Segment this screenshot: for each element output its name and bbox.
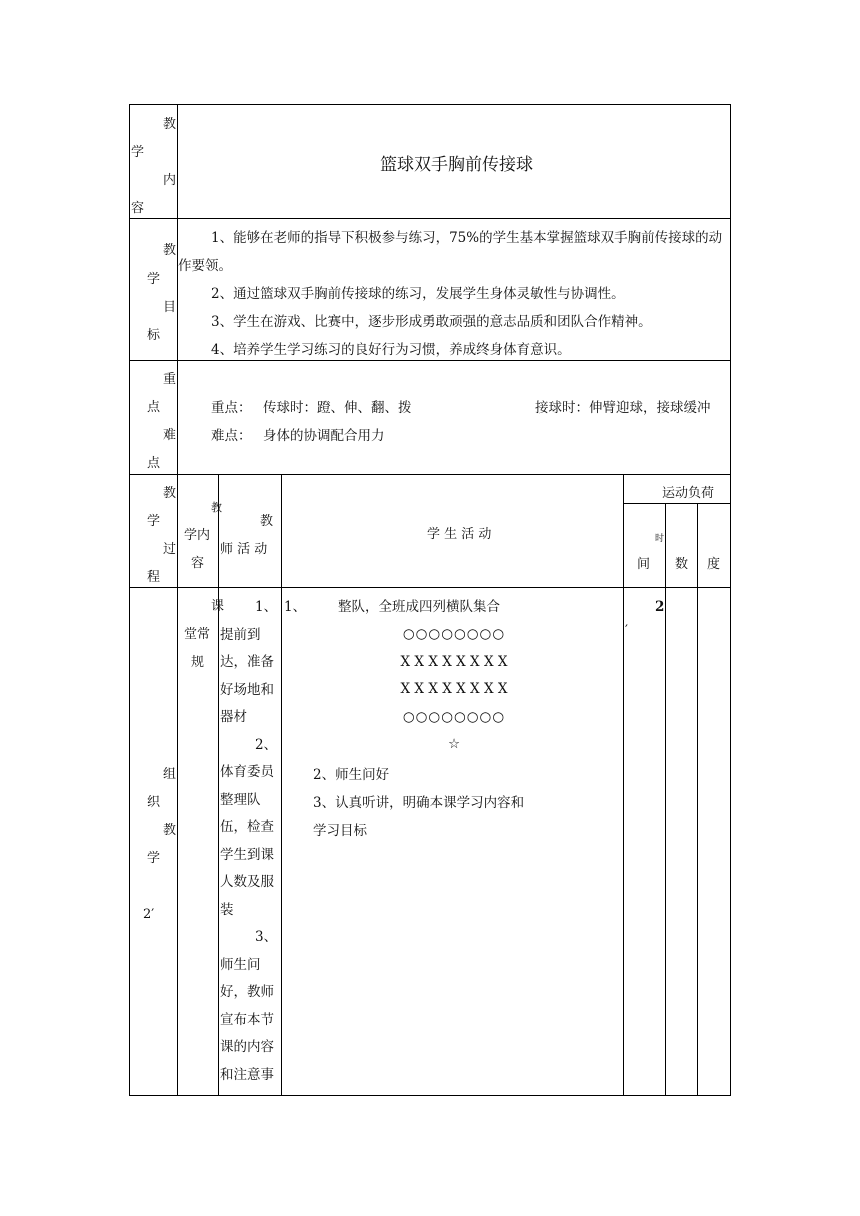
label-objectives-1: 教 [163,243,177,258]
time-unit: ′ [625,623,628,638]
label-objectives-4: 标 [147,328,161,343]
formation-row-x: X X X X X X X X [400,653,508,670]
teacher-activity-line: 好，教师 [220,984,274,1000]
key-point-label: 重点： [211,400,252,416]
header-teach-content-1: 教 [211,501,222,514]
label-organize-3: 教 [163,823,177,838]
student-step1-text: 整队，全班成四列横队集合 [338,599,500,615]
table-border [730,104,731,1096]
student-step3: 3、认真听讲，明确本课学习内容和 [313,795,525,811]
teacher-activity-line: 2、 [255,736,278,753]
teacher-activity-line: 装 [220,901,234,918]
label-process-2: 学 [147,514,161,529]
row-content-3: 规 [191,655,205,670]
teacher-star-icon: ☆ [447,736,461,753]
table-border [129,104,130,1096]
teacher-activity-line: 师生问 [220,956,261,973]
header-teach-content-3: 容 [191,556,205,571]
difficulty-text: 身体的协调配合用力 [263,428,385,444]
teacher-activity-line: 和注意事 [220,1066,274,1083]
label-content-3: 内 [163,173,177,188]
header-count: 数 [675,557,689,572]
header-intensity: 度 [707,557,721,572]
teacher-activity-line: 好场地和 [220,681,274,698]
teacher-activity-line: 伍，检查 [220,819,274,835]
teacher-activity-line: 学生到课 [220,846,274,863]
table-border [129,218,731,219]
header-exercise-load: 运动负荷 [662,486,715,501]
table-border [665,503,666,1096]
table-border [129,474,731,475]
teacher-activity-list [220,594,281,1089]
label-organize-duration: 2′ [143,907,155,922]
label-objectives-2: 学 [147,272,161,287]
label-organize-1: 组 [163,767,177,782]
key-point-catch: 接球时：伸臂迎球，接球缓冲 [535,400,711,416]
time-value: 2 [655,599,665,615]
teacher-activity-line: 器材 [220,709,247,725]
table-border [697,503,698,1096]
objective-item: 4、培养学生学习练习的良好行为习惯，养成终身体育意识。 [211,342,571,358]
label-content-2: 学 [131,145,145,160]
header-time-1: 时 [655,534,665,544]
table-border [129,1095,731,1096]
table-border [281,474,282,1096]
teacher-activity-line: 整理队 [220,791,261,808]
row-content-2: 堂常 [184,627,211,642]
teacher-activity-line: 达，准备 [220,654,274,670]
teacher-activity-line: 3、 [255,929,278,945]
formation-row-circles: ○○○○○○○○ [402,626,506,642]
student-step2: 2、师生问好 [313,767,390,783]
header-teach-content-2: 学内 [184,528,211,543]
student-step3-cont: 学习目标 [313,823,367,839]
header-teacher-activity-1: 教 [260,514,274,529]
label-process-3: 过 [163,542,177,557]
label-keypoints-3: 难 [163,428,177,443]
label-organize-4: 学 [147,851,161,866]
objective-item: 1、能够在老师的指导下积极参与练习，75%的学生基本掌握篮球双手胸前传接球的动作要领。 [178,230,723,274]
teacher-activity-line: 体育委员 [220,764,274,780]
formation-diagram [284,621,624,759]
label-keypoints-2: 点 [147,400,161,415]
header-student-activity: 学 生 活 动 [427,527,492,542]
table-border [623,474,624,1096]
key-point-pass: 传球时：蹬、伸、翻、拨 [263,400,412,416]
label-organize-2: 织 [147,795,161,810]
table-border [129,104,731,105]
teacher-activity-line: 人数及服 [220,874,274,890]
objective-item: 2、通过篮球双手胸前传接球的练习，发展学生身体灵敏性与协调性。 [211,286,625,302]
difficulty-label: 难点： [211,428,252,444]
formation-row-x: X X X X X X X X [400,681,508,698]
row-content-1: 课 [211,599,225,614]
label-keypoints-1: 重 [163,372,177,387]
lesson-title: 篮球双手胸前传接球 [380,155,533,175]
header-teacher-activity-2: 师 活 动 [220,542,268,557]
header-time-2: 间 [637,557,651,572]
student-step1-number: 1、 [284,599,307,615]
label-objectives-3: 目 [163,300,177,315]
teacher-activity-line: 宣布本节 [220,1011,274,1028]
teacher-activity-line: 提前到 [220,626,261,643]
formation-row-circles: ○○○○○○○○ [402,708,506,725]
objectives-list [178,224,730,364]
label-process-1: 教 [163,486,177,501]
objective-item: 3、学生在游戏、比赛中，逐步形成勇敢顽强的意志品质和团队合作精神。 [211,314,652,330]
label-process-4: 程 [147,570,161,585]
label-keypoints-4: 点 [147,456,161,471]
label-content-1: 教 [163,117,177,132]
teacher-activity-line: 1、 [255,599,278,615]
table-border [129,587,731,588]
table-border [218,474,219,1096]
table-border [624,503,731,504]
teacher-activity-line: 课的内容 [220,1039,274,1055]
label-content-4: 容 [131,201,145,216]
